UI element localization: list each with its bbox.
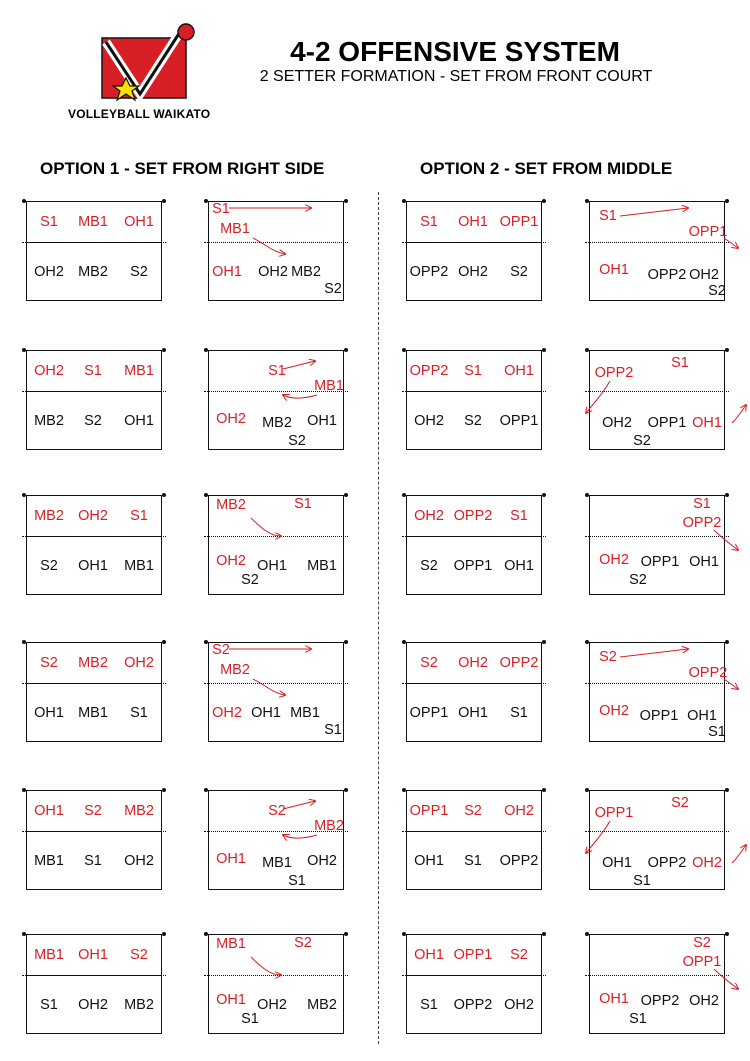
back-row-player: OPP1 bbox=[453, 558, 493, 574]
net-post bbox=[585, 348, 589, 352]
back-row-player: MB2 bbox=[262, 415, 292, 431]
back-row-player: S1 bbox=[130, 705, 148, 721]
back-row-player: MB2 bbox=[34, 413, 64, 429]
net-post bbox=[402, 348, 406, 352]
back-row-player: MB2 bbox=[307, 997, 337, 1013]
movement-arrow bbox=[283, 835, 317, 838]
back-row-player: S1 bbox=[84, 853, 102, 869]
front-row-player: OH1 bbox=[78, 947, 108, 963]
back-row-player: S2 bbox=[629, 572, 647, 588]
movement-arrow bbox=[283, 801, 315, 809]
front-row-player: S1 bbox=[84, 363, 102, 379]
front-row-player: OH1 bbox=[34, 803, 64, 819]
back-row-player: OH2 bbox=[257, 997, 287, 1013]
net-post bbox=[542, 348, 546, 352]
back-row-player: OH1 bbox=[687, 708, 717, 724]
back-row-player: OH1 bbox=[414, 853, 444, 869]
movement-arrow bbox=[586, 381, 610, 413]
front-row-player: S2 bbox=[671, 795, 689, 811]
front-row-player: OH2 bbox=[216, 411, 246, 427]
back-row-player: S1 bbox=[510, 705, 528, 721]
movement-arrow bbox=[253, 679, 285, 695]
net-post bbox=[725, 493, 729, 497]
back-row-player: OH2 bbox=[78, 997, 108, 1013]
attack-line bbox=[27, 831, 161, 832]
net-line bbox=[585, 391, 729, 392]
net-post bbox=[542, 788, 546, 792]
front-row-player: S1 bbox=[40, 214, 58, 230]
net-post bbox=[204, 788, 208, 792]
back-row-player: OH1 bbox=[307, 413, 337, 429]
net-line bbox=[204, 536, 348, 537]
net-line bbox=[585, 975, 729, 976]
front-row-player: OH1 bbox=[216, 992, 246, 1008]
net-post bbox=[585, 199, 589, 203]
net-post bbox=[402, 788, 406, 792]
net-post bbox=[22, 932, 26, 936]
front-row-player: OH2 bbox=[414, 508, 444, 524]
front-row-player: OPP1 bbox=[453, 947, 493, 963]
back-row-player: OPP1 bbox=[499, 413, 539, 429]
back-row-player: S2 bbox=[708, 283, 726, 299]
net-post bbox=[542, 932, 546, 936]
transition-court bbox=[589, 495, 725, 595]
front-row-player: MB1 bbox=[78, 214, 108, 230]
front-row-player: MB1 bbox=[314, 378, 344, 394]
net-post bbox=[725, 640, 729, 644]
front-row-player: S2 bbox=[693, 935, 711, 951]
net-post bbox=[22, 348, 26, 352]
back-row-player: S2 bbox=[288, 433, 306, 449]
net-line bbox=[204, 683, 348, 684]
front-row-player: OH1 bbox=[212, 264, 242, 280]
front-row-player: OH1 bbox=[124, 214, 154, 230]
back-row-player: S1 bbox=[420, 997, 438, 1013]
base-court bbox=[406, 201, 542, 301]
back-row-player: MB1 bbox=[34, 853, 64, 869]
front-row-player: MB2 bbox=[216, 497, 246, 513]
net-post bbox=[22, 199, 26, 203]
front-row-player: OH2 bbox=[599, 552, 629, 568]
movement-arrow bbox=[732, 405, 746, 423]
back-row-player: MB2 bbox=[124, 997, 154, 1013]
base-court bbox=[406, 790, 542, 890]
back-row-player: OPP2 bbox=[640, 993, 680, 1009]
front-row-player: MB1 bbox=[124, 363, 154, 379]
base-court bbox=[26, 642, 162, 742]
base-court bbox=[406, 642, 542, 742]
back-row-player: OH1 bbox=[504, 558, 534, 574]
back-row-player: OH2 bbox=[458, 264, 488, 280]
front-row-player: MB2 bbox=[34, 508, 64, 524]
movement-arrow bbox=[251, 518, 281, 536]
front-row-player: MB2 bbox=[78, 655, 108, 671]
net-post bbox=[402, 493, 406, 497]
front-row-player: S2 bbox=[294, 935, 312, 951]
front-row-player: S2 bbox=[464, 803, 482, 819]
attack-line bbox=[27, 683, 161, 684]
movement-arrow bbox=[732, 845, 746, 863]
back-row-player: OPP1 bbox=[640, 554, 680, 570]
net-line bbox=[585, 683, 729, 684]
base-court bbox=[26, 350, 162, 450]
front-row-player: S2 bbox=[268, 803, 286, 819]
front-row-player: S1 bbox=[671, 355, 689, 371]
net-post bbox=[204, 199, 208, 203]
net-post bbox=[585, 932, 589, 936]
back-row-player: MB2 bbox=[78, 264, 108, 280]
front-row-player: OPP1 bbox=[688, 224, 728, 240]
front-row-player: OH1 bbox=[692, 415, 722, 431]
transition-court bbox=[589, 350, 725, 450]
back-row-player: OH2 bbox=[689, 267, 719, 283]
back-row-player: OH2 bbox=[307, 853, 337, 869]
back-row-player: OPP2 bbox=[453, 997, 493, 1013]
back-row-player: OH1 bbox=[257, 558, 287, 574]
back-row-player: OH1 bbox=[251, 705, 281, 721]
back-row-player: OPP2 bbox=[647, 267, 687, 283]
net-post bbox=[344, 788, 348, 792]
net-post bbox=[585, 788, 589, 792]
back-row-player: S2 bbox=[241, 572, 259, 588]
back-row-player: OH1 bbox=[34, 705, 64, 721]
attack-line bbox=[407, 242, 541, 243]
front-row-player: OH1 bbox=[458, 214, 488, 230]
movement-arrow bbox=[283, 361, 315, 369]
front-row-player: OH1 bbox=[216, 851, 246, 867]
front-row-player: MB2 bbox=[314, 818, 344, 834]
org-name: VOLLEYBALL WAIKATO bbox=[68, 107, 211, 121]
transition-court bbox=[589, 201, 728, 301]
net-post bbox=[162, 788, 166, 792]
back-row-player: OH2 bbox=[258, 264, 288, 280]
back-row-player: OH2 bbox=[34, 264, 64, 280]
net-post bbox=[22, 493, 26, 497]
base-court bbox=[26, 495, 162, 595]
back-row-player: OPP2 bbox=[647, 855, 687, 871]
back-row-player: S2 bbox=[464, 413, 482, 429]
front-row-player: OPP2 bbox=[688, 665, 728, 681]
net-post bbox=[204, 348, 208, 352]
front-row-player: S2 bbox=[420, 655, 438, 671]
net-line bbox=[204, 242, 348, 243]
front-row-player: OPP2 bbox=[682, 515, 722, 531]
net-post bbox=[402, 199, 406, 203]
net-post bbox=[725, 932, 729, 936]
front-row-player: S2 bbox=[40, 655, 58, 671]
attack-line bbox=[407, 683, 541, 684]
base-court bbox=[406, 495, 542, 595]
transition-court bbox=[589, 790, 725, 890]
back-row-player: OH2 bbox=[689, 993, 719, 1009]
front-row-player: OPP2 bbox=[499, 655, 539, 671]
transition-court bbox=[208, 790, 344, 890]
movement-arrow bbox=[253, 238, 285, 254]
movement-arrow bbox=[586, 821, 610, 853]
attack-line bbox=[27, 536, 161, 537]
transition-court bbox=[208, 642, 344, 742]
net-post bbox=[162, 640, 166, 644]
back-row-player: OPP2 bbox=[499, 853, 539, 869]
attack-line bbox=[407, 391, 541, 392]
front-row-player: S1 bbox=[268, 363, 286, 379]
net-post bbox=[585, 640, 589, 644]
back-row-player: OH2 bbox=[602, 415, 632, 431]
back-row-player: OPP2 bbox=[409, 264, 449, 280]
net-post bbox=[22, 788, 26, 792]
front-row-player: MB2 bbox=[220, 662, 250, 678]
net-post bbox=[542, 493, 546, 497]
net-line bbox=[585, 242, 729, 243]
front-row-player: S1 bbox=[212, 201, 230, 217]
net-post bbox=[344, 493, 348, 497]
net-post bbox=[585, 493, 589, 497]
attack-line bbox=[27, 242, 161, 243]
net-post bbox=[725, 199, 729, 203]
net-post bbox=[344, 640, 348, 644]
net-post bbox=[344, 348, 348, 352]
back-row-player: S1 bbox=[241, 1011, 259, 1027]
front-row-player: S2 bbox=[212, 642, 230, 658]
front-row-player: MB1 bbox=[220, 221, 250, 237]
back-row-player: S2 bbox=[510, 264, 528, 280]
attack-line bbox=[407, 975, 541, 976]
transition-court bbox=[208, 350, 344, 450]
net-post bbox=[22, 640, 26, 644]
back-row-player: S1 bbox=[633, 873, 651, 889]
back-row-player: S2 bbox=[84, 413, 102, 429]
net-post bbox=[542, 640, 546, 644]
transition-court bbox=[208, 201, 344, 301]
front-row-player: S1 bbox=[510, 508, 528, 524]
base-court bbox=[26, 790, 162, 890]
net-post bbox=[344, 932, 348, 936]
back-row-player: S1 bbox=[629, 1011, 647, 1027]
back-row-player: S1 bbox=[324, 722, 342, 738]
back-row-player: S2 bbox=[420, 558, 438, 574]
front-row-player: OPP2 bbox=[453, 508, 493, 524]
back-row-player: S2 bbox=[324, 281, 342, 297]
front-row-player: S1 bbox=[464, 363, 482, 379]
front-row-player: S2 bbox=[510, 947, 528, 963]
front-row-player: MB1 bbox=[216, 936, 246, 952]
front-row-player: OH1 bbox=[599, 262, 629, 278]
front-row-player: MB2 bbox=[124, 803, 154, 819]
net-post bbox=[204, 640, 208, 644]
base-court bbox=[26, 934, 162, 1034]
net-post bbox=[204, 932, 208, 936]
movement-arrow bbox=[283, 395, 317, 398]
net-post bbox=[162, 348, 166, 352]
back-row-player: OH1 bbox=[689, 554, 719, 570]
movement-arrow bbox=[251, 957, 281, 975]
back-row-player: OH1 bbox=[124, 413, 154, 429]
back-row-player: OH1 bbox=[458, 705, 488, 721]
net-post bbox=[725, 348, 729, 352]
base-court bbox=[406, 350, 542, 450]
attack-line bbox=[27, 391, 161, 392]
attack-line bbox=[407, 831, 541, 832]
back-row-player: MB1 bbox=[262, 855, 292, 871]
front-row-player: OH2 bbox=[216, 553, 246, 569]
back-row-player: OPP1 bbox=[639, 708, 679, 724]
column-divider bbox=[378, 192, 379, 1044]
net-post bbox=[162, 199, 166, 203]
net-post bbox=[344, 199, 348, 203]
net-post bbox=[542, 199, 546, 203]
front-row-player: OH1 bbox=[599, 991, 629, 1007]
back-row-player: OH2 bbox=[504, 997, 534, 1013]
transition-court bbox=[208, 934, 344, 1034]
front-row-player: S1 bbox=[130, 508, 148, 524]
back-row-player: S2 bbox=[633, 433, 651, 449]
transition-court bbox=[589, 934, 725, 1034]
back-row-player: S1 bbox=[40, 997, 58, 1013]
front-row-player: OH2 bbox=[34, 363, 64, 379]
option-1-heading: OPTION 1 - SET FROM RIGHT SIDE bbox=[40, 159, 325, 178]
base-court bbox=[406, 934, 542, 1034]
movement-arrow bbox=[714, 530, 738, 550]
net-line bbox=[204, 975, 348, 976]
front-row-player: OPP1 bbox=[594, 805, 634, 821]
front-row-player: OH2 bbox=[212, 705, 242, 721]
front-row-player: OH2 bbox=[599, 703, 629, 719]
back-row-player: MB2 bbox=[291, 264, 321, 280]
front-row-player: OH2 bbox=[692, 855, 722, 871]
net-post bbox=[402, 640, 406, 644]
front-row-player: S1 bbox=[420, 214, 438, 230]
attack-line bbox=[407, 536, 541, 537]
front-row-player: OH2 bbox=[458, 655, 488, 671]
back-row-player: OH1 bbox=[78, 558, 108, 574]
movement-arrow bbox=[620, 208, 688, 216]
back-row-player: OPP1 bbox=[409, 705, 449, 721]
base-court bbox=[26, 201, 162, 301]
net-post bbox=[162, 493, 166, 497]
back-row-player: S2 bbox=[40, 558, 58, 574]
net-post bbox=[402, 932, 406, 936]
front-row-player: S2 bbox=[130, 947, 148, 963]
front-row-player: OPP2 bbox=[409, 363, 449, 379]
front-row-player: OPP1 bbox=[682, 954, 722, 970]
back-row-player: OH1 bbox=[602, 855, 632, 871]
back-row-player: S1 bbox=[288, 873, 306, 889]
back-row-player: MB1 bbox=[290, 705, 320, 721]
front-row-player: MB1 bbox=[34, 947, 64, 963]
front-row-player: OPP2 bbox=[594, 365, 634, 381]
back-row-player: MB1 bbox=[124, 558, 154, 574]
back-row-player: MB1 bbox=[307, 558, 337, 574]
transition-court bbox=[589, 642, 728, 742]
option-2-heading: OPTION 2 - SET FROM MIDDLE bbox=[420, 159, 673, 178]
back-row-player: MB1 bbox=[78, 705, 108, 721]
front-row-player: OH2 bbox=[124, 655, 154, 671]
front-row-player: OPP1 bbox=[499, 214, 539, 230]
page-title: 4-2 OFFENSIVE SYSTEM bbox=[290, 36, 620, 67]
front-row-player: S2 bbox=[599, 649, 617, 665]
volleyball-waikato-logo bbox=[100, 20, 196, 102]
back-row-player: OPP1 bbox=[647, 415, 687, 431]
net-line bbox=[585, 536, 729, 537]
front-row-player: S1 bbox=[294, 496, 312, 512]
net-post bbox=[725, 788, 729, 792]
net-post bbox=[162, 932, 166, 936]
net-line bbox=[585, 831, 729, 832]
attack-line bbox=[27, 975, 161, 976]
back-row-player: S1 bbox=[464, 853, 482, 869]
front-row-player: OH1 bbox=[504, 363, 534, 379]
front-row-player: S1 bbox=[693, 496, 711, 512]
front-row-player: S1 bbox=[599, 208, 617, 224]
back-row-player: S2 bbox=[130, 264, 148, 280]
front-row-player: OPP1 bbox=[409, 803, 449, 819]
front-row-player: OH2 bbox=[504, 803, 534, 819]
back-row-player: OH2 bbox=[124, 853, 154, 869]
back-row-player: S1 bbox=[708, 724, 726, 740]
front-row-player: OH2 bbox=[78, 508, 108, 524]
page-subtitle: 2 SETTER FORMATION - SET FROM FRONT COURT bbox=[259, 68, 653, 85]
transition-court bbox=[208, 495, 344, 595]
front-row-player: S2 bbox=[84, 803, 102, 819]
back-row-player: OH2 bbox=[414, 413, 444, 429]
front-row-player: OH1 bbox=[414, 947, 444, 963]
net-post bbox=[204, 493, 208, 497]
movement-arrow bbox=[714, 969, 738, 989]
movement-arrow bbox=[620, 649, 688, 657]
